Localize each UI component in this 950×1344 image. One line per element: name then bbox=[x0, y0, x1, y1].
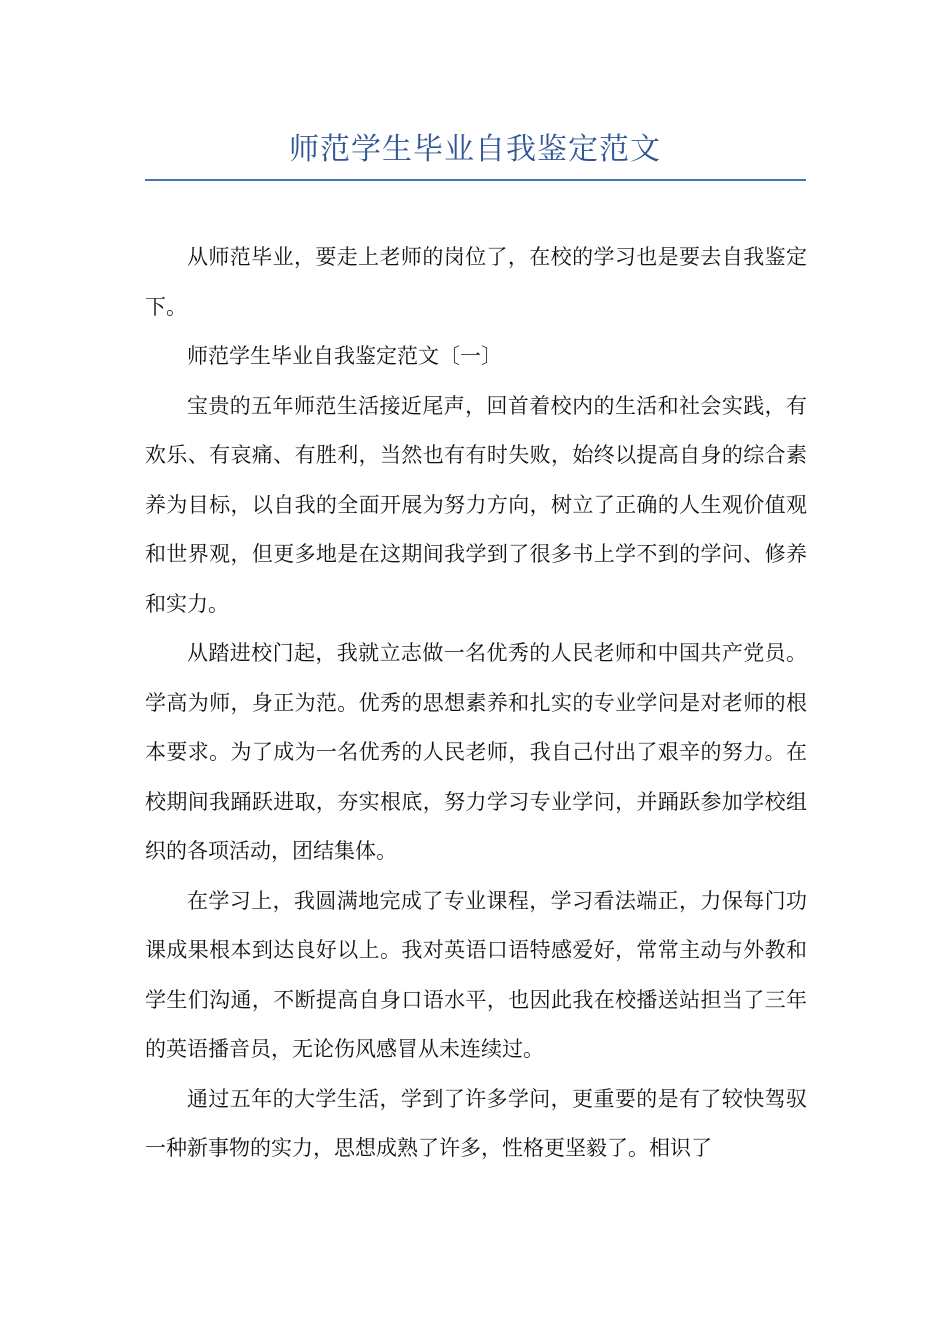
body-paragraph: 通过五年的大学生活，学到了许多学问，更重要的是有了较快驾驭一种新事物的实力，思想成熟了许多，性格更坚毅了。相识了 bbox=[145, 1086, 807, 1160]
title-underline bbox=[145, 179, 806, 181]
body-paragraph: 宝贵的五年师范生活接近尾声，回首着校内的生活和社会实践，有欢乐、有哀痛、有胜利，当然也有有时失败，始终以提高自身的综合素养为目标，以自我的全面开展为努力方向，树立了正确的人生观价值观和世界观，但更多地是在这期间我学到了很多书上学不到的学问、修养和实力。 bbox=[145, 393, 807, 616]
section-heading: 师范学生毕业自我鉴定范文〔一〕 bbox=[187, 344, 502, 368]
body-paragraph: 在学习上，我圆满地完成了专业课程，学习看法端正，力保每门功课成果根本到达良好以上。我对英语口语特感爱好，常常主动与外教和学生们沟通，不断提高自身口语水平，也因此我在校播送站担当了三年的英语播音员，无论伤风感冒从未连续过。 bbox=[145, 888, 807, 1061]
document-title: 师范学生毕业自我鉴定范文 bbox=[289, 132, 661, 167]
intro-paragraph: 从师范毕业，要走上老师的岗位了，在校的学习也是要去自我鉴定下。 bbox=[145, 245, 807, 319]
document-body bbox=[145, 233, 807, 1174]
body-paragraph: 从踏进校门起，我就立志做一名优秀的人民老师和中国共产党员。学高为师，身正为范。优秀的思想素养和扎实的专业学问是对老师的根本要求。为了成为一名优秀的人民老师，我自己付出了艰辛的努力。在校期间我踊跃进取，夯实根底，努力学习专业学问，并踊跃参加学校组织的各项活动，团结集体。 bbox=[145, 641, 807, 863]
